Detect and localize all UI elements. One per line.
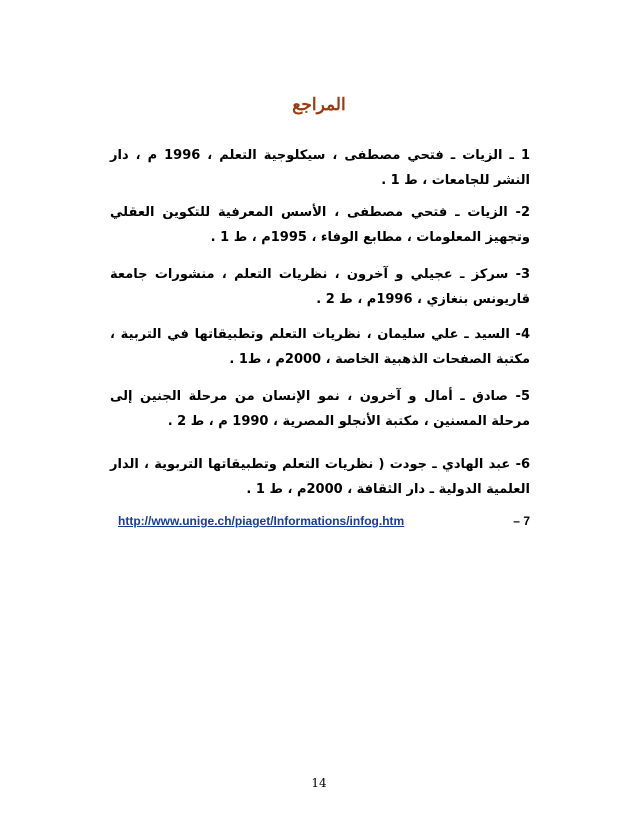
reference-number: 7 – (513, 514, 530, 528)
reference-text: الزيات ـ فتحي مصطفى ، الأسس المعرفية للتكوين العقلي وتجهيز المعلومات ، مطابع الوفاء ، 1995م ، ط 1 . (110, 205, 530, 245)
reference-item (110, 452, 530, 502)
reference-number: 1 ـ (509, 148, 530, 163)
reference-item (110, 322, 530, 372)
page-title: المراجع (292, 95, 346, 115)
reference-text: عبد الهادي ـ جودت ( نظريات التعلم وتطبيقاتها التربوية ، الدار العلمية الدولية ـ دار الثقافة ، 2000م ، ط 1 . (110, 457, 530, 497)
reference-item (110, 384, 530, 434)
reference-item (110, 143, 530, 193)
reference-text: السيد ـ علي سليمان ، نظريات التعلم وتطبيقاتها في التربية ، مكتبة الصفحات الذهبية الخاصة ، 2000م ، ط1 . (110, 327, 530, 367)
reference-text: الزيات ـ فتحي مصطفى ، سيكلوجية التعلم ، 1996 م ، دار النشر للجامعات ، ط 1 . (110, 148, 530, 188)
reference-text: سركز ـ عجيلي و آخرون ، نظريات التعلم ، منشورات جامعة قاريونس بنغازي ، 1996م ، ط 2 . (110, 267, 530, 307)
reference-number: 4- (515, 327, 530, 342)
reference-number: 6- (515, 457, 531, 472)
page-number: 14 (311, 776, 327, 790)
reference-item (110, 262, 530, 312)
url-reference (118, 514, 530, 534)
reference-text: صادق ـ أمال و آخرون ، نمو الإنسان من مرحلة الجنين إلى مرحلة المسنين ، مكتبة الأنجلو المصرية ، 1990 م ، ط 2 . (110, 389, 530, 429)
reference-number: 3- (515, 267, 531, 282)
reference-url-link[interactable]: http://www.unige.ch/piaget/Informations/infog.htm (118, 514, 405, 528)
reference-number: 5- (515, 389, 530, 404)
reference-number: 2- (515, 205, 530, 220)
reference-item (110, 200, 530, 250)
